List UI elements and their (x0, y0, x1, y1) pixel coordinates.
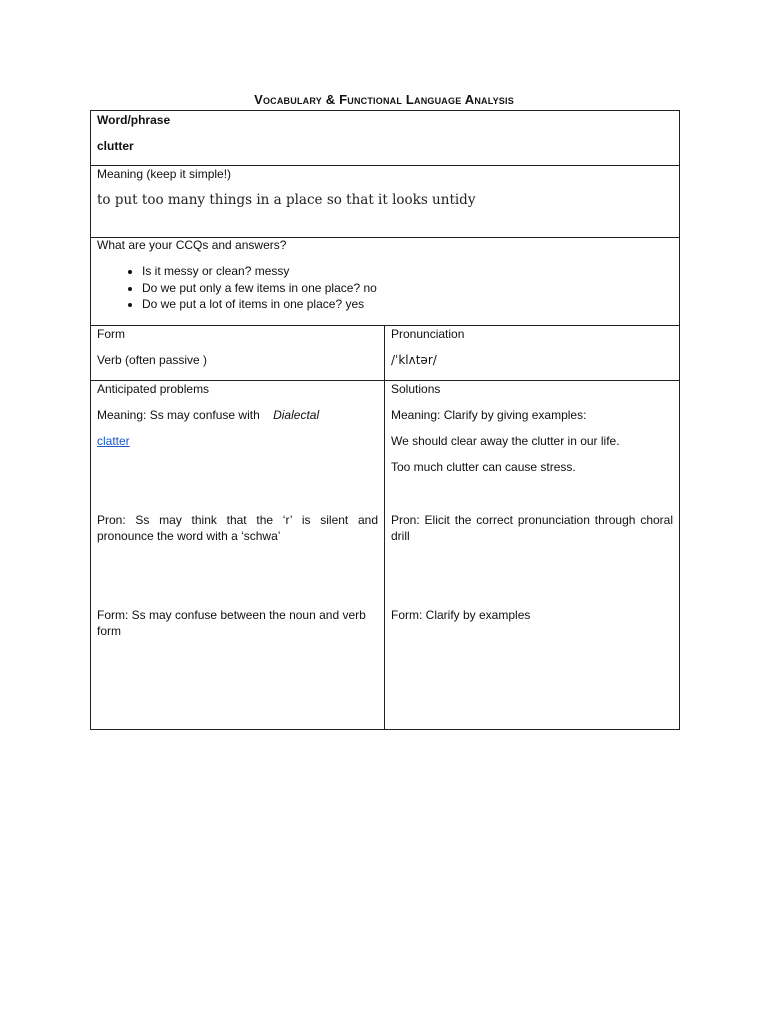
form-label: Form (97, 327, 125, 341)
solutions-cell (385, 381, 680, 730)
solutions-example-2: Too much clutter can cause stress. (391, 460, 576, 474)
word-phrase-row (91, 111, 680, 166)
ccq-label: What are your CCQs and answers? (97, 238, 287, 252)
word-phrase-label: Word/phrase (97, 113, 171, 127)
meaning-label: Meaning (keep it simple!) (97, 167, 232, 181)
ccq-item: • Do we put a lot of items in one place? yes (142, 296, 673, 313)
analysis-table (90, 110, 680, 730)
problems-solutions-row (91, 381, 680, 730)
solutions-label: Solutions (391, 382, 441, 396)
ccq-list (97, 263, 673, 313)
problems-meaning-italic: Dialectal (273, 408, 320, 422)
ccq-cell (91, 238, 680, 326)
problems-cell (91, 381, 385, 730)
solutions-pron: Pron: Elicit the correct pronunciation through choral drill (391, 513, 673, 543)
word-phrase-cell (91, 111, 680, 166)
solutions-meaning: Meaning: Clarify by giving examples: (391, 408, 587, 422)
form-pron-row (91, 326, 680, 381)
problems-meaning (97, 407, 378, 423)
page-title: Vocabulary & Functional Language Analysis (254, 92, 514, 107)
problems-pron: Pron: Ss may think that the ‘r’ is silent and pronounce the word with a ‘schwa’ (97, 513, 378, 543)
pronunciation-cell (385, 326, 680, 381)
pronunciation-value: /ˈklʌtər/ (391, 353, 437, 367)
problems-label: Anticipated problems (97, 382, 210, 396)
pronunciation-label: Pronunciation (391, 327, 465, 341)
form-cell (91, 326, 385, 381)
form-value: Verb (often passive ) (97, 353, 208, 367)
solutions-form: Form: Clarify by examples (391, 608, 531, 622)
ccq-row (91, 238, 680, 326)
meaning-value: to put too many things in a place so that it looks untidy (97, 192, 476, 208)
meaning-cell (91, 166, 680, 238)
ccq-item: • Is it messy or clean? messy (142, 263, 673, 280)
meaning-row (91, 166, 680, 238)
ccq-item: • Do we put only a few items in one place? no (142, 280, 673, 297)
word-phrase-value: clutter (97, 139, 134, 153)
clatter-link[interactable]: clatter (97, 434, 130, 448)
problems-meaning-text: Meaning: Ss may confuse with (97, 408, 260, 422)
solutions-example-1: We should clear away the clutter in our life. (391, 434, 620, 448)
problems-form: Form: Ss may confuse between the noun and verb form (97, 608, 366, 638)
